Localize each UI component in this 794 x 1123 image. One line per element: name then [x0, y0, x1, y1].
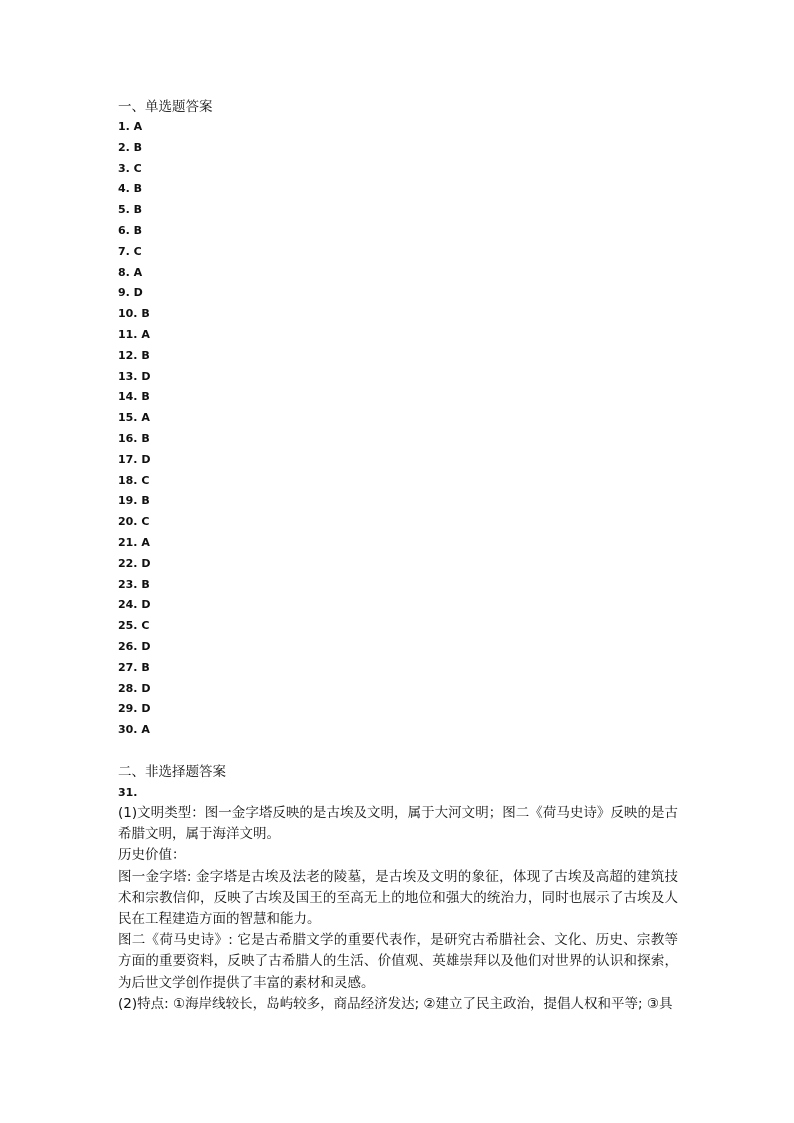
answer-item: 12. B [118, 348, 150, 362]
section-gap [118, 741, 678, 762]
answer-item: 28. D [118, 681, 151, 695]
answer-item: 30. A [118, 723, 150, 737]
answer-item: 19. B [118, 494, 150, 508]
answer-item: 27. B [118, 660, 150, 674]
answer-item: 7. C [118, 244, 142, 258]
answer-paragraph-homer-epic: 图二《荷马史诗》: 它是古希腊文学的重要代表作，是研究古希腊社会、文化、历史、宗教等方面的重要资料，反映了古希腊人的生活、价值观、英雄崇拜以及他们对世界的认识和探索，为后世文学创作提供了丰富的素材和灵感。 [118, 932, 678, 991]
answer-paragraph-civilization-type: (1)文明类型：图一金字塔反映的是古埃及文明，属于大河文明；图二《荷马史诗》反映的是古希腊文明，属于海洋文明。 [118, 804, 678, 843]
answer-item: 24. D [118, 598, 151, 612]
answer-item: 23. B [118, 577, 150, 591]
answer-item: 3. C [118, 161, 142, 175]
answer-item: 20. C [118, 515, 150, 529]
answer-item: 6. B [118, 223, 143, 237]
answer-item: 9. D [118, 286, 143, 300]
answer-item: 8. A [118, 265, 143, 279]
answer-item: 18. C [118, 473, 150, 487]
answer-item: 29. D [118, 702, 151, 716]
answer-item: 26. D [118, 639, 151, 653]
answer-item: 14. B [118, 390, 150, 404]
answer-item: 22. D [118, 556, 151, 570]
section-heading-non-choice: 二、非选择题答案 [118, 763, 226, 780]
answer-item: 4. B [118, 182, 143, 196]
answer-paragraph-pyramid: 图一金字塔: 金字塔是古埃及法老的陵墓，是古埃及文明的象征，体现了古埃及高超的建筑技术和宗教信仰，反映了古埃及国王的至高无上的地位和强大的统治力，同时也展示了古埃及人民在工程建造方面的智慧和能力。 [118, 868, 678, 927]
answer-item: 17. D [118, 452, 151, 466]
answer-item: 25. C [118, 619, 150, 633]
answer-item: 5. B [118, 203, 143, 217]
answer-item: 15. A [118, 411, 150, 425]
answer-item: 13. D [118, 369, 151, 383]
answer-item: 1. A [118, 120, 143, 133]
answer-list [118, 117, 678, 741]
answer-paragraph-historical-value-label: 历史价值： [118, 847, 186, 864]
answer-item: 10. B [118, 307, 150, 321]
section-heading-single-choice: 一、单选题答案 [118, 99, 213, 115]
question-number: 31. [118, 785, 138, 799]
answer-paragraph-characteristics: (2)特点: ①海岸线较长，岛屿较多，商品经济发达; ②建立了民主政治，提倡人权和平等; ③具 [118, 995, 673, 1012]
answer-item: 21. A [118, 535, 150, 549]
answer-item: 2. B [118, 140, 143, 154]
answer-item: 16. B [118, 431, 150, 445]
answer-item: 11. A [118, 327, 150, 341]
document-page [118, 97, 678, 1015]
